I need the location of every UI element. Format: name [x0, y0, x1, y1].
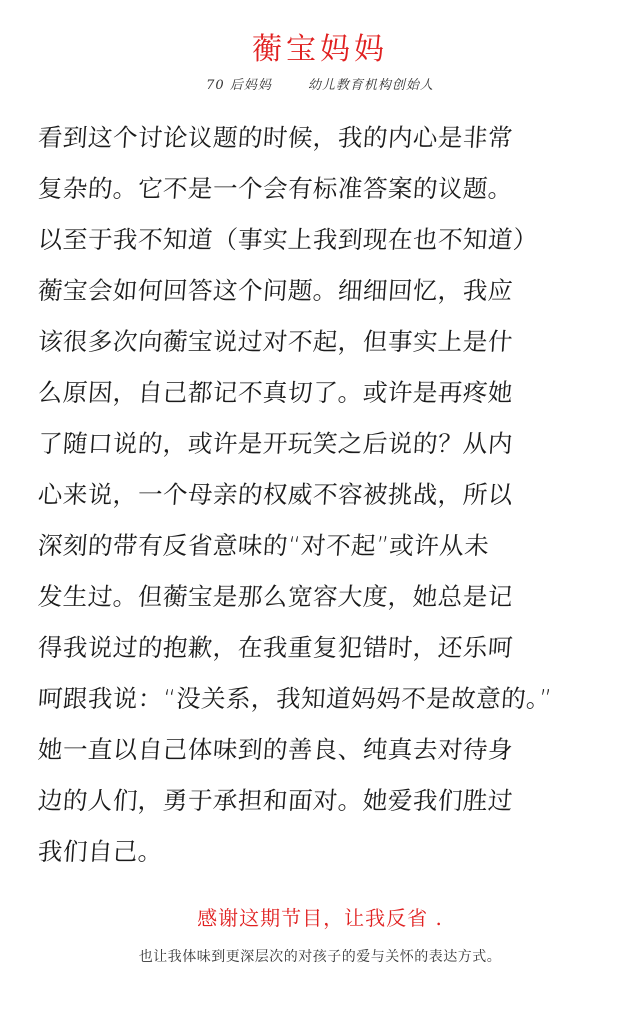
letter-line: 复杂的。它不是一个会有标准答案的议题。 — [36, 174, 515, 203]
letter-line: 边的人们，勇于承担和面对。她爱我们胜过 — [36, 786, 515, 815]
handwritten-letter — [38, 112, 608, 877]
letter-line: 她一直以自己体味到的善良、纯真去对待身 — [36, 735, 515, 764]
letter-line: 得我说过的抱歉，在我重复犯错时，还乐呵 — [36, 633, 515, 662]
letter-line: 呵跟我说：“没关系，我知道妈妈不是故意的。” — [36, 684, 554, 713]
letter-line: 看到这个讨论议题的时候，我的内心是非常 — [36, 123, 515, 152]
article-header — [0, 30, 640, 93]
letter-line: 以至于我不知道（事实上我到现在也不知道） — [36, 225, 540, 254]
letter-line: 该很多次向蘅宝说过对不起，但事实上是什 — [36, 327, 515, 356]
footer-title: 感谢这期节目，让我反省 . — [197, 906, 443, 930]
letter-line: 心来说，一个母亲的权威不容被挑战，所以 — [36, 480, 515, 509]
letter-line: 了随口说的，或许是开玩笑之后说的？从内 — [36, 429, 515, 458]
letter-line: 我们自己。 — [36, 837, 165, 866]
letter-line: 发生过。但蘅宝是那么宽容大度，她总是记 — [36, 582, 515, 611]
footer-subtitle: 也让我体味到更深层次的对孩子的爱与关怀的表达方式。 — [138, 949, 502, 965]
article-footer — [0, 902, 640, 966]
author-subtitle — [0, 74, 640, 93]
letter-line: 深刻的带有反省意味的“对不起”或许从未 — [36, 531, 491, 560]
page-title: 蘅宝妈妈 — [252, 32, 388, 67]
letter-line: 么原因，自己都记不真切了。或许是再疼她 — [36, 378, 515, 407]
author-generation-label: 70 后妈妈 — [206, 78, 272, 93]
letter-line: 蘅宝会如何回答这个问题。细细回忆，我应 — [36, 276, 515, 305]
author-role-label: 幼儿教育机构创始人 — [307, 78, 434, 93]
